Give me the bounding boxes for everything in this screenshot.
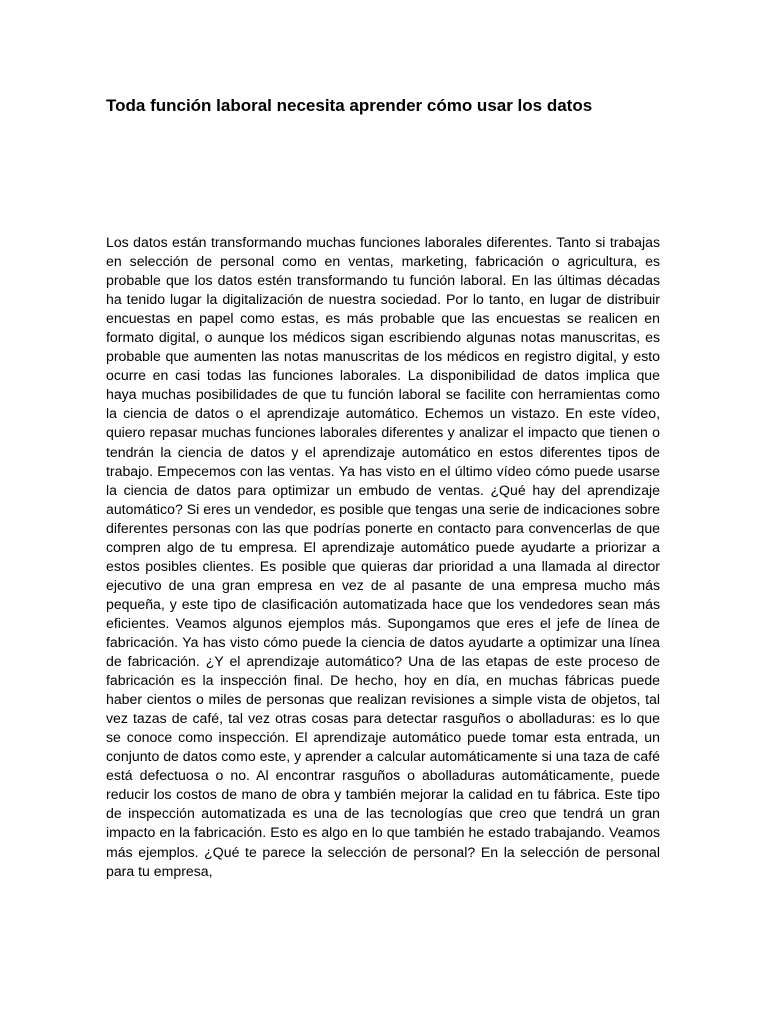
document-title: Toda función laboral necesita aprender cómo usar los datos [106,96,593,115]
document-body-paragraph: Los datos están transformando muchas funciones laborales diferentes. Tanto si trabajas en selección de personal como en ventas, marketing, fabricación o agricultura, es probable que los datos estén transformando tu función laboral. En las últimas décadas ha tenido lugar la digitalización de nuestra sociedad. Por lo tanto, en lugar de distribuir encuestas en papel como estas, es más probable que las encuestas se realicen en formato digital, o aunque los médicos sigan escribiendo algunas notas manuscritas, es probable que aumenten las notas manuscritas de los médicos en registro digital, y esto ocurre en casi todas las funciones laborales. La disponibilidad de datos implica que haya muchas posibilidades de que tu función laboral se facilite con herramientas como la ciencia de datos o el aprendizaje automático. Echemos un vistazo. En este vídeo, quiero repasar muchas funciones laborales diferentes y analizar el impacto que tienen o tendrán la ciencia de datos y el aprendizaje automático en estos diferentes tipos de trabajo. Empecemos con las ventas. Ya has visto en el último vídeo cómo puede usarse la ciencia de datos para optimizar un embudo de ventas. ¿Qué hay del aprendizaje automático? Si eres un vendedor, es posible que tengas una serie de indicaciones sobre diferentes personas con las que podrías ponerte en contacto para convencerlas de que compren algo de tu empresa. El aprendizaje automático puede ayudarte a priorizar a estos posibles clientes. Es posible que quieras dar prioridad a una llamada al director ejecutivo de una gran empresa en vez de al pasante de una empresa mucho más pequeña, y este tipo de clasificación automatizada hace que los vendedores sean más eficientes. Veamos algunos ejemplos más. Supongamos que eres el jefe de línea de fabricación. Ya has visto cómo puede la ciencia de datos ayudarte a optimizar una línea de fabricación. ¿Y el aprendizaje automático? Una de las etapas de este proceso de fabricación es la inspección final. De hecho, hoy en día, en muchas fábricas puede haber cientos o miles de personas que realizan revisiones a simple vista de objetos, tal vez tazas de café, tal vez otras cosas para detectar rasguños o abolladuras: es lo que se conoce como inspección. El aprendizaje automático puede tomar esta entrada, un conjunto de datos como este, y aprender a calcular automáticamente si una taza de café está defectuosa o no. Al encontrar rasguños o abolladuras automáticamente, puede reducir los costos de mano de obra y también mejorar la calidad en tu fábrica. Este tipo de inspección automatizada es una de las tecnologías que creo que tendrá un gran impacto en la fabricación. Esto es algo en lo que también he estado trabajando. Veamos más ejemplos. ¿Qué te parece la selección de personal? En la selección de personal para tu empresa, [106,234,660,879]
